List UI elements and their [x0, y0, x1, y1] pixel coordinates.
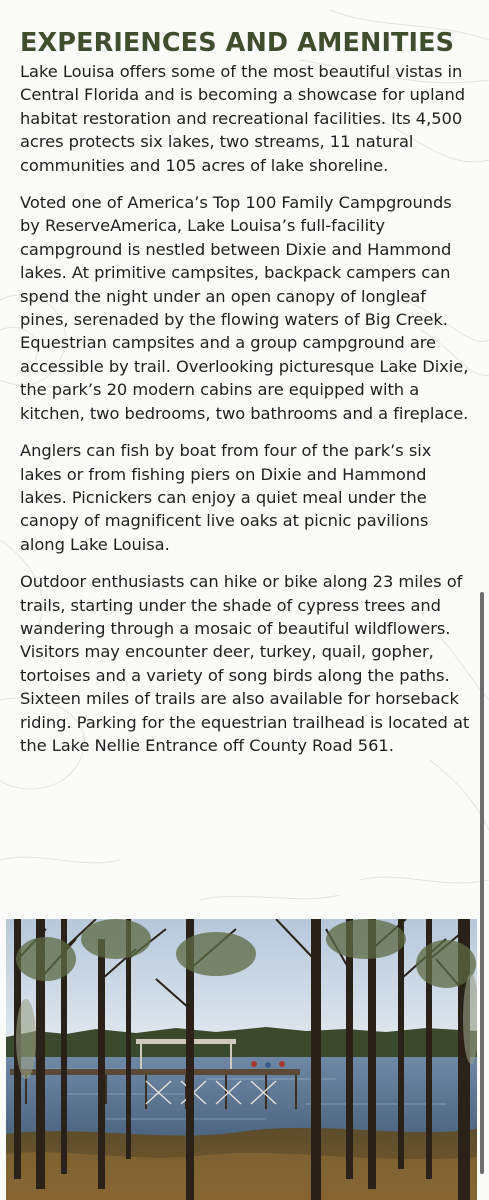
paragraph-campgrounds: Voted one of America’s Top 100 Family Campgrounds by ReserveAmerica, Lake Louisa’s full-facility campground is nestled between Dixie and Hammond lakes. At primitive campsites, backpack campers can spend the night under an open canopy of longleaf pines, serenaded by the flowing waters of Big Creek. Equestrian campsites and a group campground are accessible by trail. Overlooking picturesque Lake Dixie, the park’s 20 modern cabins are equipped with a kitchen, two bedrooms, two bathrooms and a fireplace. — [20, 193, 469, 423]
lake-photo — [6, 919, 477, 1200]
scrollbar-thumb[interactable] — [480, 592, 484, 1174]
paragraph-fishing: Anglers can fish by boat from four of the park’s six lakes or from fishing piers on Dixie and Hammond lakes. Picnickers can enjoy a quiet meal under the canopy of magnificent live oaks at picnic pavilions along Lake Louisa. — [20, 441, 432, 554]
paragraph-intro: Lake Louisa offers some of the most beautiful vistas in Central Florida and is becoming a showcase for upland habitat restoration and recreational facilities. Its 4,500 acres protects six lakes, two streams, 11 natural communities and 105 acres of lake shoreline. — [20, 62, 466, 175]
lake-dixie-pier-illustration — [6, 919, 477, 1200]
paragraph-trails: Outdoor enthusiasts can hike or bike along 23 miles of trails, starting under the shade of cypress trees and wandering through a mosaic of beautiful wildflowers. Visitors may encounter deer, turkey, quail, gopher, tortoises and a variety of song birds along the paths. Sixteen miles of trails are also available for horseback riding. Parking for the equestrian trailhead is located at the Lake Nellie Entrance off County Road 561. — [20, 572, 470, 755]
article — [20, 26, 472, 771]
section-heading: EXPERIENCES AND AMENITIES — [20, 28, 455, 58]
